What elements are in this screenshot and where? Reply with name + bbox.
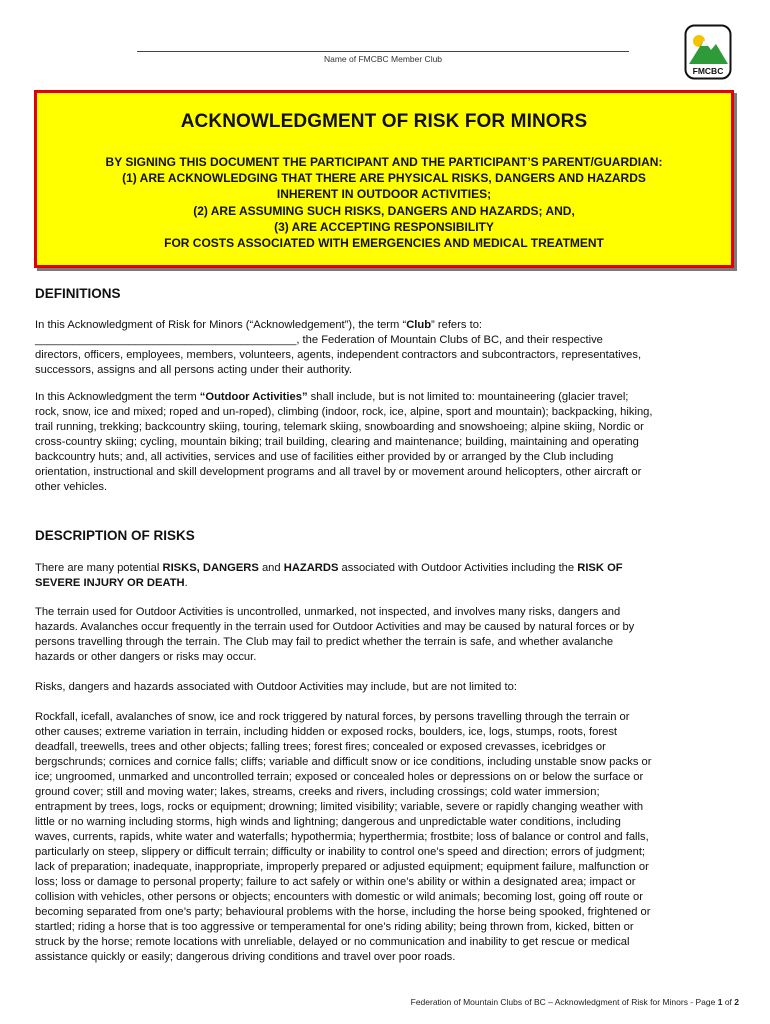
paragraph-line <box>35 576 735 591</box>
paragraph-line: ice; ungroomed, unmarked and uncontrolled terrain; exposed or concealed holes or depressions on or below the surface or <box>35 771 644 783</box>
paragraph-line: other causes; extreme variation in terrain, including hidden or exposed rocks, boulders, ice, logs, stumps, roots, forest <box>35 726 618 738</box>
text-run: There are many potential <box>35 562 163 574</box>
paragraph-line: The terrain used for Outdoor Activities is uncontrolled, unmarked, not inspected, and involves many risks, dangers and <box>35 606 621 618</box>
definitions-activities-paragraph <box>35 390 735 495</box>
warning-statement <box>37 154 731 251</box>
paragraph-line: successors, assigns and all persons acting under their authority. <box>35 364 352 376</box>
bold-text: SEVERE INJURY OR DEATH <box>35 577 185 589</box>
warning-line: INHERENT IN OUTDOOR ACTIVITIES; <box>276 187 492 202</box>
paragraph-line: becoming separated from one’s party; behavioural problems with the horse, including the horse being spooked, frightened or <box>35 906 651 918</box>
warning-line: (1) ARE ACKNOWLEDGING THAT THERE ARE PHYSICAL RISKS, DANGERS AND HAZARDS <box>122 171 646 186</box>
definitions-heading: DEFINITIONS <box>35 286 121 301</box>
bold-text: RISK OF <box>577 562 623 574</box>
text-run: associated with Outdoor Activities including the <box>338 562 578 574</box>
paragraph-line: loss; loss or damage to personal property; failure to act safely or within one’s ability or within a designated area; impact or <box>35 876 636 888</box>
paragraph-line: little or no warning including storms, high winds and lightning; dangerous and unpredictable water conditions, including <box>35 816 621 828</box>
page-total: 2 <box>734 997 739 1007</box>
paragraph-line: trail running, trekking; backcountry skiing, touring, telemark skiing, snowboarding and snowshoeing; alpine skiing, Nordic or <box>35 421 644 433</box>
text-run: In this Acknowledgment of Risk for Minors (“Acknowledgement”), the term “ <box>35 319 407 331</box>
risks-list-paragraph <box>35 710 735 965</box>
paragraph-line <box>35 390 735 405</box>
paragraph-line: orientation, instructional and skill development programs and all travel by or movement around helicopters, other aircraft or <box>35 466 642 478</box>
paragraph-line: cross-country skiing; cycling, mountain biking; trail building, clearing and maintenance; building, maintaining and operating <box>35 436 639 448</box>
paragraph-line: directors, officers, employees, members, volunteers, agents, independent contractors and subcontractors, representatives, <box>35 349 642 361</box>
risk-warning-box <box>34 90 734 268</box>
bold-text: HAZARDS <box>283 562 339 574</box>
risks-list-intro: Risks, dangers and hazards associated with Outdoor Activities may include, but are not limited to: <box>35 681 517 693</box>
paragraph-line: other vehicles. <box>35 481 108 493</box>
text-run: shall include, but is not limited to: mountaineering (glacier travel; <box>307 391 629 403</box>
text-run: and <box>258 562 284 574</box>
footer-text: of <box>722 997 735 1007</box>
warning-line: (2) ARE ASSUMING SUCH RISKS, DANGERS AND HAZARDS; AND, <box>193 203 575 218</box>
terrain-paragraph <box>35 605 735 665</box>
paragraph-line <box>35 561 735 576</box>
risks-heading: DESCRIPTION OF RISKS <box>35 528 195 543</box>
page-number: 1 <box>717 997 723 1007</box>
paragraph-line: lack of preparation; inadequate, inappropriate, improperly prepared or adjusted equipment; equipment failure, malfunction or <box>35 861 649 873</box>
warning-line: (3) ARE ACCEPTING RESPONSIBILITY <box>274 219 494 234</box>
club-name-label: Name of FMCBC Member Club <box>323 54 443 64</box>
bold-text: RISKS, DANGERS <box>162 562 259 574</box>
paragraph-line: rock, snow, ice and mixed; roped and un-roped), climbing (indoor, rock, ice, alpine, sport and mountain); backpacking, hiking, <box>35 406 653 418</box>
paragraph-line: backcountry huts; and, all activities, services and use of facilities either provided by or arranged by the Club including <box>35 451 614 463</box>
paragraph-line: startled; riding a horse that is too aggressive or temperamental for one’s riding ability; being thrown from, kicked, bitten or <box>35 921 634 933</box>
paragraph-line: hazards or other dangers or risks may occur. <box>35 651 257 663</box>
term-outdoor-activities: “Outdoor Activities” <box>199 391 308 403</box>
paragraph-line <box>35 318 735 333</box>
document-title: ACKNOWLEDGMENT OF RISK FOR MINORS <box>180 111 588 132</box>
paragraph-line: ground cover; still and moving water; lakes, streams, creeks and rivers, including crossings; cold water immersion; <box>35 786 600 798</box>
warning-line: FOR COSTS ASSOCIATED WITH EMERGENCIES AND MEDICAL TREATMENT <box>164 236 604 251</box>
paragraph-line: entrapment by trees, logs, rocks or equipment; drowning; limited visibility; variable, severe or rapidly changing weather with <box>35 801 644 813</box>
text-run: ” refers to: <box>431 319 483 331</box>
paragraph-line: waves, currents, rapids, white water and waterfalls; hypothermia; hyperthermia; frostbite; loss of balance or control and falls, <box>35 831 649 843</box>
paragraph-line: __________________________________________, the Federation of Mountain Clubs of BC, and their respective <box>35 334 603 346</box>
definitions-club-paragraph <box>35 318 735 378</box>
paragraph-line: particularly on steep, slippery or difficult terrain; difficulty or inability to control one’s speed and direction; errors of judgment; <box>35 846 646 858</box>
paragraph-line: persons travelling through the terrain. The Club may fail to predict whether the terrain is safe, and whether avalanche <box>35 636 614 648</box>
paragraph-line: bergschrunds; cornices and cornice falls; cliffs; variable and difficult snow or ice conditions, including unstable snow packs or <box>35 756 652 768</box>
club-name-line[interactable] <box>137 51 629 52</box>
paragraph-line: Rockfall, icefall, avalanches of snow, ice and rock triggered by natural forces, by persons travelling through the terrain or <box>35 711 630 723</box>
page-footer <box>411 997 739 1007</box>
warning-line: BY SIGNING THIS DOCUMENT THE PARTICIPANT AND THE PARTICIPANT’S PARENT/GUARDIAN: <box>105 155 663 169</box>
term-club: Club <box>406 319 432 331</box>
text-run: . <box>184 577 188 589</box>
fmcbc-logo <box>684 24 732 80</box>
paragraph-line: struck by the horse; remote locations with unreliable, delayed or no communication and inability to get rescue or medical <box>35 936 630 948</box>
footer-text: Federation of Mountain Clubs of BC – Acknowledgment of Risk for Minors - Page <box>410 997 718 1007</box>
logo-text: FMCBC <box>692 66 724 76</box>
paragraph-line: hazards. Avalanches occur frequently in the terrain used for Outdoor Activities and may be caused by natural forces or by <box>35 621 635 633</box>
risks-intro-paragraph <box>35 561 735 591</box>
paragraph-line: collision with vehicles, other persons or objects; encounters with domestic or wild animals; becoming lost, going off route or <box>35 891 643 903</box>
paragraph-line: deadfall, treewells, trees and other objects; falling trees; forest fires; concealed or exposed crevasses, icebridges or <box>35 741 606 753</box>
text-run: In this Acknowledgment the term <box>35 391 200 403</box>
paragraph-line: assistance quickly or easily; dangerous driving conditions and travel over poor roads. <box>35 951 456 963</box>
